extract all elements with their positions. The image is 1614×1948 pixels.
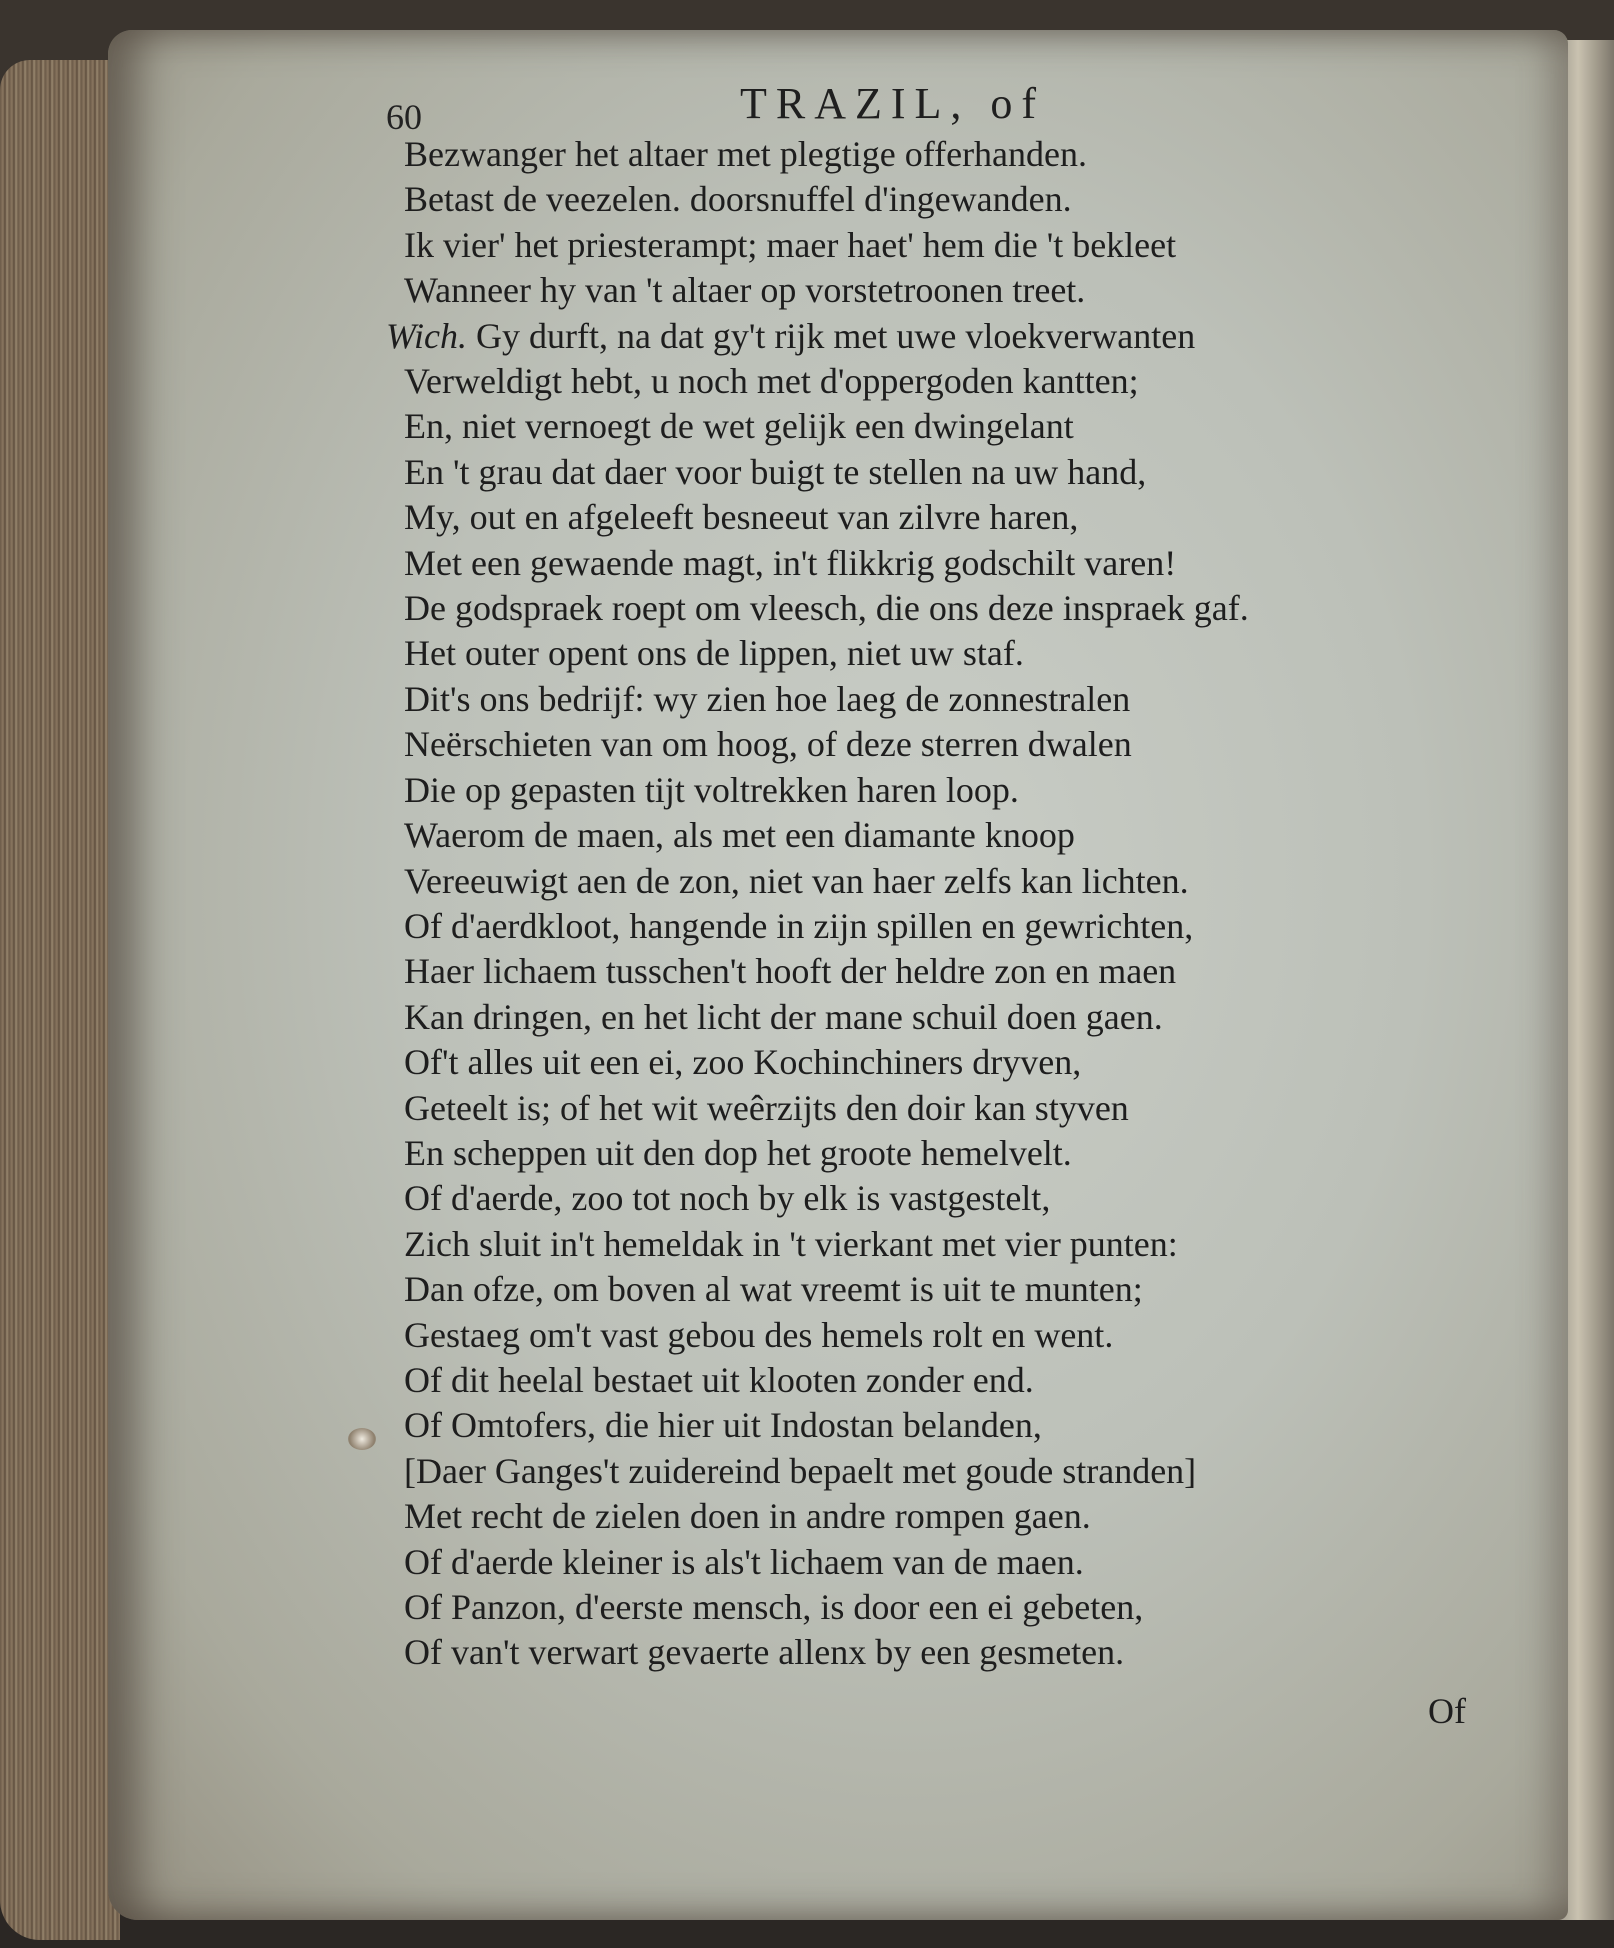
verse-text (386, 132, 1249, 1676)
verse-line: Of Panzon, d'eerste mensch, is door een ei gebeten, (404, 1587, 1144, 1627)
verse-line: Met een gewaende magt, in't flikkrig godschilt varen! (404, 542, 1177, 583)
verse-line: Waerom de maen, als met een diamante knoop (404, 815, 1075, 856)
verse-line: Haer lichaem tusschen't hooft der heldre zon en maen (404, 951, 1177, 992)
verse-line: Of dit heelal bestaet uit klooten zonder end. (404, 1359, 1034, 1400)
page-edges (0, 60, 120, 1940)
verse-line: Of Omtofers, die hier uit Indostan belanden, (404, 1405, 1042, 1446)
verse-line: Met recht de zielen doen in andre rompen gaen. (404, 1496, 1091, 1537)
verse-line: Betast de veezelen. doorsnuffel d'ingewanden. (404, 179, 1072, 220)
verse-line: [Daer Ganges't zuidereind bepaelt met goude stranden] (404, 1450, 1197, 1491)
verse-line: Of d'aerdkloot, hangende in zijn spillen en gewrichten, (404, 905, 1194, 946)
verse-line: Het outer opent ons de lippen, niet uw staf. (404, 633, 1024, 674)
verse-line: Wanneer hy van 't altaer op vorstetroonen treet. (404, 270, 1086, 311)
speaker-name: Wich. (386, 315, 467, 356)
verse-line: En 't grau dat daer voor buigt te stellen na uw hand, (404, 451, 1147, 492)
verse-line: En, niet vernoegt de wet gelijk een dwingelant (404, 406, 1074, 447)
verse-line: Dan ofze, om boven al wat vreemt is uit te munten; (404, 1269, 1143, 1310)
verse-line: Ik vier' het priesterampt; maer haet' hem die 't bekleet (404, 224, 1177, 265)
verse-line: Of d'aerde kleiner is als't lichaem van de maen. (404, 1541, 1084, 1582)
verse-line: Of't alles uit een ei, zoo Kochinchiners dryven, (404, 1042, 1082, 1083)
verse-line-text: Gy durft, na dat gy't rijk met uwe vloekverwanten (475, 315, 1196, 356)
verse-line: Geteelt is; of het wit weêrzijts den doir kan styven (404, 1087, 1129, 1128)
verse-line: Of d'aerde, zoo tot noch by elk is vastgestelt, (404, 1178, 1051, 1219)
verse-line: Dit's ons bedrijf: wy zien hoe laeg de zonnestralen (404, 678, 1131, 719)
catchword: Of (1428, 1691, 1466, 1731)
verse-line: Kan dringen, en het licht der mane schuil doen gaen. (404, 996, 1163, 1037)
verse-line: Zich sluit in't hemeldak in 't vierkant met vier punten: (404, 1223, 1178, 1264)
verse-line: De godspraek roept om vleesch, die ons deze inspraek gaf. (404, 588, 1249, 629)
verse-line: En scheppen uit den dop het groote hemelvelt. (404, 1132, 1072, 1173)
verse-line: Verweldigt hebt, u noch met d'oppergoden kantten; (404, 361, 1139, 402)
verse-line: Neërschieten van om hoog, of deze sterren dwalen (404, 724, 1132, 765)
paper-stain (348, 1428, 376, 1450)
verse-line: Die op gepasten tijt voltrekken haren loop. (404, 769, 1019, 810)
verse-line: Vereeuwigt aen de zon, niet van haer zelfs kan lichten. (404, 860, 1189, 901)
verse-line: Of van't verwart gevaerte allenx by een gesmeten. (404, 1632, 1125, 1673)
verse-line: My, out en afgeleeft besneeut van zilvre haren, (404, 497, 1079, 538)
verse-line-speaker (386, 314, 1249, 359)
verse-line: Bezwanger het altaer met plegtige offerhanden. (404, 134, 1088, 174)
running-head: TRAZIL, of (740, 79, 1046, 128)
page-number: 60 (386, 97, 422, 137)
verse-line: Gestaeg om't vast gebou des hemels rolt en went. (404, 1314, 1114, 1355)
